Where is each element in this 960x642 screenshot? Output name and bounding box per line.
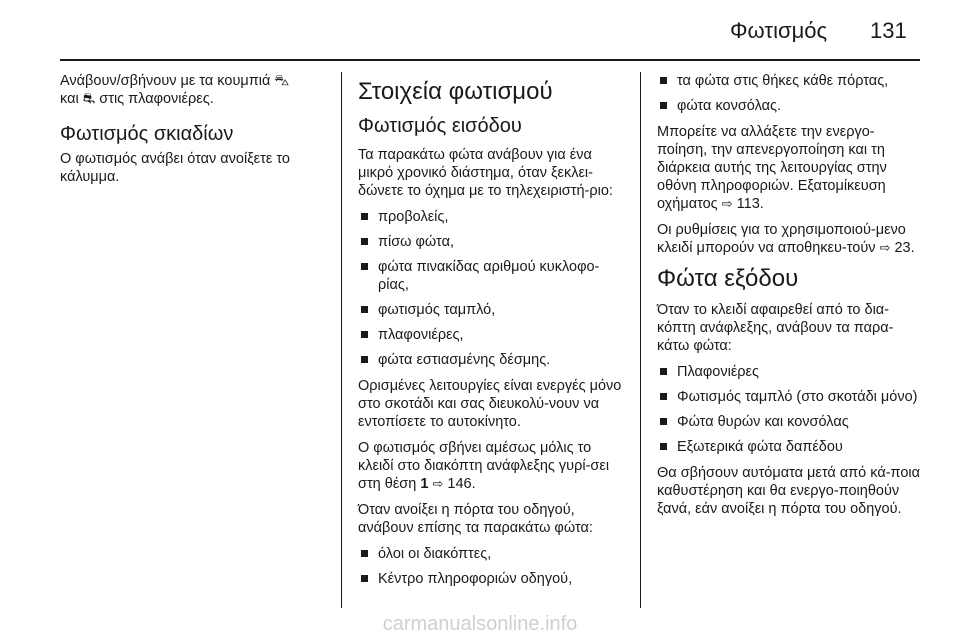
watermark: carmanualsonline.info bbox=[382, 613, 578, 635]
page-header bbox=[0, 0, 960, 62]
list-item: προβολείς, bbox=[358, 208, 624, 226]
page-ref-arrow-icon: ⇨ bbox=[721, 196, 733, 211]
interior-light-icon: ⛍ bbox=[274, 73, 290, 89]
bullet-icon bbox=[361, 263, 368, 270]
subsection-heading-entry-lighting: Φωτισμός εισόδου bbox=[358, 115, 522, 137]
continued-lights-list bbox=[657, 72, 922, 115]
list-item: Φωτισμός ταμπλό (στο σκοτάδι μόνο) bbox=[657, 388, 922, 406]
bullet-icon bbox=[361, 356, 368, 363]
intro-paragraph: Ανάβουν/σβήνουν με τα κουμπιά ⛍ και ⛐ στις πλαφονιέρες. bbox=[60, 73, 290, 107]
list-item: φωτισμός ταμπλό, bbox=[358, 301, 624, 319]
list-item: Κέντρο πληροφοριών οδηγού, bbox=[358, 570, 624, 588]
settings-note: Μπορείτε να αλλάξετε την ενεργο-ποίηση, την απενεργοποίηση και τη διάρκεια αυτής της λειτουργίας στην οθόνη πληροφοριών. Εξατομίκευση οχήματος ⇨ 113. bbox=[657, 124, 887, 212]
list-item: φώτα πινακίδας αριθμού κυκλοφο-ρίας, bbox=[358, 258, 624, 294]
bullet-icon bbox=[361, 238, 368, 245]
bullet-icon bbox=[361, 331, 368, 338]
bullet-icon bbox=[361, 550, 368, 557]
page-ref[interactable]: 146. bbox=[443, 476, 476, 492]
list-item: Φώτα θυρών και κονσόλας bbox=[657, 413, 922, 431]
list-item: Πλαφονιέρες bbox=[657, 363, 922, 381]
header-divider bbox=[60, 59, 920, 61]
list-item: τα φώτα στις θήκες κάθε πόρτας, bbox=[657, 72, 922, 90]
entry-lighting-intro: Τα παρακάτω φώτα ανάβουν για ένα μικρό χρονικό διάστημα, όταν ξεκλει-δώνετε το όχημα με το τηλεχειριστή-ριο: bbox=[358, 147, 613, 199]
bullet-icon bbox=[660, 393, 667, 400]
page-ref[interactable]: 23. bbox=[890, 240, 915, 256]
column-divider-1 bbox=[341, 72, 342, 608]
bullet-icon bbox=[660, 368, 667, 375]
ignition-note: Ο φωτισμός σβήνει αμέσως μόλις το κλειδί στο διακόπτη ανάφλεξης γυρί-σει στη θέση 1 ⇨ 146. bbox=[358, 440, 610, 492]
key-settings-note: Οι ρυθμίσεις για το χρησιμοποιού-μενο κλειδί μπορούν να αποθηκευ-τούν ⇨ 23. bbox=[657, 222, 915, 256]
column-3 bbox=[657, 72, 922, 526]
page-title: Φωτισμός bbox=[730, 18, 828, 43]
page-ref[interactable]: 113. bbox=[732, 196, 764, 212]
vanity-lights-text: Ο φωτισμός ανάβει όταν ανοίξετε το κάλυμμα. bbox=[60, 151, 290, 185]
entry-lights-list bbox=[358, 208, 624, 369]
auto-off-note: Θα σβήσουν αυτόματα μετά από κά-ποια καθυστέρηση και θα ενεργο-ποιηθούν ξανά, εάν ανοίξει η πόρτα του οδηγού. bbox=[657, 465, 921, 517]
page-number: 131 bbox=[870, 18, 907, 43]
key-position: 1 bbox=[420, 476, 429, 492]
list-item: πίσω φώτα, bbox=[358, 233, 624, 251]
bullet-icon bbox=[361, 575, 368, 582]
list-item: πλαφονιέρες, bbox=[358, 326, 624, 344]
section-heading-exit-lighting: Φώτα εξόδου bbox=[657, 265, 799, 292]
bullet-icon bbox=[660, 443, 667, 450]
driver-door-note: Όταν ανοίξει η πόρτα του οδηγού, ανάβουν επίσης τα παρακάτω φώτα: bbox=[358, 502, 593, 536]
bullet-icon bbox=[361, 306, 368, 313]
list-item: Εξωτερικά φώτα δαπέδου bbox=[657, 438, 922, 456]
bullet-icon bbox=[361, 213, 368, 220]
driver-door-lights-list bbox=[358, 545, 624, 588]
exit-lights-list bbox=[657, 363, 922, 456]
list-item: φώτα κονσόλας. bbox=[657, 97, 922, 115]
bullet-icon bbox=[660, 77, 667, 84]
column-divider-2 bbox=[640, 72, 641, 608]
exit-lighting-intro: Όταν το κλειδί αφαιρεθεί από το δια-κόπτη ανάφλεξης, ανάβουν τα παρα-κάτω φώτα: bbox=[657, 302, 894, 354]
dome-light-icon: ⛐ bbox=[82, 91, 96, 107]
list-item: όλοι οι διακόπτες, bbox=[358, 545, 624, 563]
section-heading-vanity-lights: Φωτισμός σκιαδίων bbox=[60, 123, 234, 145]
bullet-icon bbox=[660, 418, 667, 425]
page-ref-arrow-icon: ⇨ bbox=[879, 240, 891, 255]
page-ref-arrow-icon: ⇨ bbox=[432, 476, 444, 491]
column-2 bbox=[358, 72, 624, 596]
column-1 bbox=[60, 72, 322, 194]
list-item: φώτα εστιασμένης δέσμης. bbox=[358, 351, 624, 369]
section-title: Στοιχεία φωτισμού bbox=[358, 78, 553, 105]
bullet-icon bbox=[660, 102, 667, 109]
darkness-note: Ορισμένες λειτουργίες είναι ενεργές μόνο στο σκοτάδι και σας διευκολύ-νουν να εντοπίσετε το αυτοκίνητο. bbox=[358, 378, 622, 430]
